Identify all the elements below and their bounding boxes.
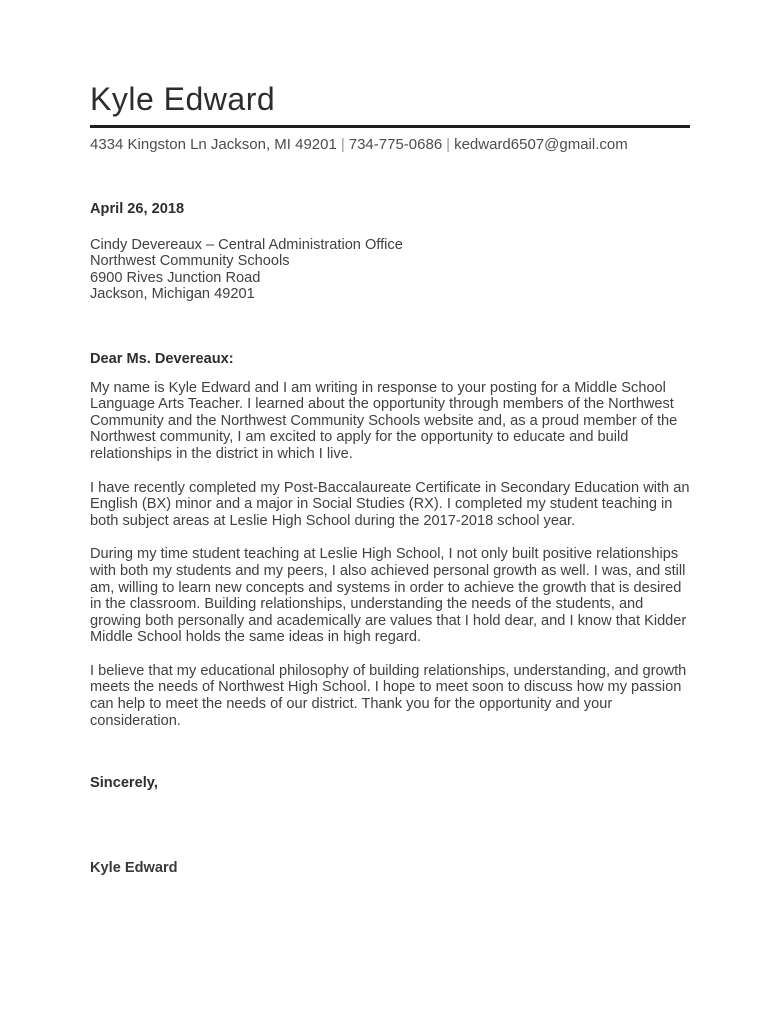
salutation: Dear Ms. Devereaux:	[90, 350, 234, 367]
header-rule	[90, 125, 690, 128]
letter-date: April 26, 2018	[90, 201, 185, 217]
recipient-line: 6900 Rives Junction Road	[90, 269, 261, 286]
body-paragraph: My name is Kyle Edward and I am writing in response to your posting for a Middle School Language Arts Teacher. I learned about the opportunity through members of the Northwest Community and the Northwest Community Schools website and, as a proud member of the Northwest community, I am excited to apply for the opportunity to educate and build relationships in the district in which I live.	[90, 379, 678, 462]
contact-address: 4334 Kingston Ln Jackson, MI 49201	[90, 136, 337, 153]
signature: Kyle Edward	[90, 859, 178, 876]
recipient-line: Jackson, Michigan 49201	[90, 286, 255, 303]
page-title: Kyle Edward	[90, 81, 276, 117]
contact-email: kedward6507@gmail.com	[454, 136, 628, 153]
contact-separator: |	[340, 136, 345, 153]
recipient-block	[90, 237, 690, 303]
body-paragraph: I have recently completed my Post-Baccalaureate Certificate in Secondary Education with an English (BX) minor and a major in Social Studies (RX). I completed my student teaching in both subject areas at Leslie High School during the 2017-2018 school year.	[90, 479, 690, 529]
recipient-line: Northwest Community Schools	[90, 253, 290, 270]
contact-separator: |	[446, 136, 451, 153]
closing: Sincerely,	[90, 775, 158, 792]
contact-phone: 734-775-0686	[348, 136, 443, 153]
contact-line	[90, 136, 690, 153]
body-paragraph: During my time student teaching at Leslie High School, I not only built positive relationships with both my students and my peers, I also achieved personal growth as well. I was, and still am, willing to learn new concepts and systems in order to achieve the growth that is desired in the classroom. Building relationships, understanding the needs of the students, and growing both personally and academically are values that I hold dear, and I know that Kidder Middle School holds the same ideas in high regard.	[90, 546, 687, 646]
body-paragraph: I believe that my educational philosophy of building relationships, understanding, and growth meets the needs of Northwest High School. I hope to meet soon to discuss how my passion can help to meet the needs of our district. Thank you for the opportunity and your consideration.	[90, 662, 687, 729]
recipient-line: Cindy Devereaux – Central Administration Office	[90, 236, 403, 253]
